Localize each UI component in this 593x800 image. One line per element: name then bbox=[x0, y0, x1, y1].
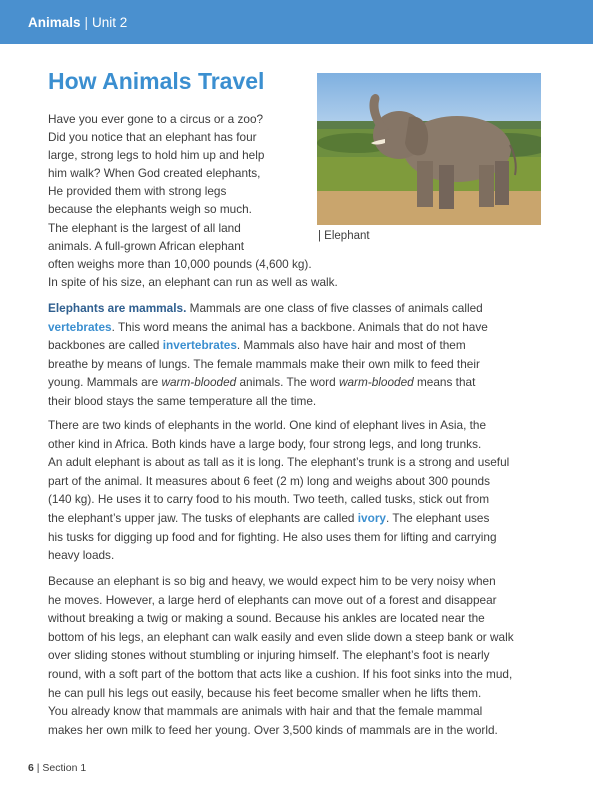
text-line: He provided them with strong legs bbox=[48, 184, 227, 199]
text-line: makes her own milk to feed her young. Over 3,500 kinds of mammals are in the world. bbox=[48, 722, 498, 737]
text-line: The elephant is the largest of all land bbox=[48, 220, 241, 235]
text-line: over sliding stones without stumbling or injuring himself. The elephant’s foot is nearly bbox=[48, 648, 490, 663]
text-line: An adult elephant is about as tall as it is long. The elephant’s trunk is a strong and useful bbox=[48, 455, 510, 470]
elephant-kinds-paragraph bbox=[48, 416, 560, 565]
text-line bbox=[48, 336, 560, 355]
page-number: 6 bbox=[28, 762, 34, 774]
lead-sentence: Elephants are mammals. bbox=[48, 301, 187, 315]
text-line: part of the animal. It measures about 6 feet (2 m) long and weighs about 300 pounds bbox=[48, 473, 491, 488]
text-line bbox=[48, 299, 560, 318]
mammals-paragraph bbox=[48, 299, 560, 411]
text-line: You already know that mammals are animals with hair and that the female mammal bbox=[48, 704, 483, 719]
text-run: . This word means the animal has a backbone. Animals that do not have bbox=[111, 319, 488, 334]
page-title: How Animals Travel bbox=[48, 68, 265, 94]
text-line: In spite of his size, an elephant can run as well as walk. bbox=[48, 274, 338, 289]
footer-separator: | bbox=[36, 762, 40, 774]
vocab-term-vertebrates: vertebrates bbox=[48, 319, 112, 334]
text-line: large, strong legs to hold him up and help bbox=[48, 148, 265, 163]
text-line: his tusks for digging up food and for fighting. He also uses them for lifting and carrying bbox=[48, 529, 497, 544]
text-line: round, with a soft part of the bottom that acts like a cushion. If his foot sinks into the mud, bbox=[48, 666, 513, 681]
text-run: the elephant’s upper jaw. The tusks of elephants are called bbox=[48, 510, 358, 525]
text-line: because the elephants weigh so much. bbox=[48, 202, 252, 217]
text-line: There are two kinds of elephants in the world. One kind of elephant lives in Asia, the bbox=[48, 418, 487, 432]
text-line: Did you notice that an elephant has four bbox=[48, 130, 257, 145]
text-run: backbones are called bbox=[48, 338, 163, 353]
elephant-movement-paragraph bbox=[48, 572, 560, 739]
text-line: breathe by means of lungs. The female mammals make their own milk to feed their bbox=[48, 356, 480, 371]
text-line: without breaking a twig or making a sound. Because his ankles are located near the bbox=[48, 611, 485, 626]
text-run: . Mammals also have hair and most of them bbox=[236, 338, 466, 353]
intro-paragraph bbox=[48, 110, 573, 291]
header-subject: Animals bbox=[28, 14, 81, 30]
text-line: he moves. However, a large herd of elephants can move out of a forest and disappear bbox=[48, 592, 497, 607]
text-line bbox=[48, 318, 560, 337]
text-line: (140 kg). He uses it to carry food to his mouth. Two teeth, called tusks, stick out from bbox=[48, 492, 490, 507]
text-line bbox=[48, 373, 560, 392]
text-line: other kind in Africa. Both kinds have a large body, four strong legs, and long trunks. bbox=[48, 436, 482, 451]
text-line: heavy loads. bbox=[48, 548, 115, 563]
text-run: means that bbox=[413, 375, 476, 390]
vocab-term-invertebrates: invertebrates bbox=[162, 338, 237, 353]
page-footer bbox=[28, 762, 86, 774]
header-unit: Unit 2 bbox=[92, 14, 128, 30]
text-line: animals. A full-grown African elephant bbox=[48, 238, 245, 253]
vocab-term-ivory: ivory bbox=[357, 510, 386, 525]
text-line: bottom of his legs, an elephant can walk easily and even slide down a steep bank or walk bbox=[48, 629, 514, 644]
text-run: Mammals are one class of five classes of animals called bbox=[186, 301, 483, 315]
text-line: often weighs more than 10,000 pounds (4,600 kg). bbox=[48, 256, 312, 271]
italic-term: warm-blooded bbox=[338, 375, 414, 390]
text-line: Because an elephant is so big and heavy, we would expect him to be very noisy when bbox=[48, 574, 496, 588]
unit-header-bar bbox=[0, 0, 593, 44]
text-line: him walk? When God created elephants, bbox=[48, 166, 261, 181]
header-separator: | bbox=[84, 14, 89, 30]
italic-term: warm-blooded bbox=[161, 375, 237, 390]
text-line: he can pull his legs out easily, because his feet become smaller when he lifts them. bbox=[48, 685, 482, 700]
footer-section: Section 1 bbox=[42, 762, 87, 774]
text-line bbox=[48, 509, 560, 528]
text-line: their blood stays the same temperature all the time. bbox=[48, 393, 317, 408]
text-line: Have you ever gone to a circus or a zoo? bbox=[48, 112, 264, 126]
photo-caption: | Elephant bbox=[318, 230, 370, 242]
text-run: . The elephant uses bbox=[385, 510, 490, 525]
text-run: young. Mammals are bbox=[48, 375, 162, 390]
text-run: animals. The word bbox=[236, 375, 339, 390]
